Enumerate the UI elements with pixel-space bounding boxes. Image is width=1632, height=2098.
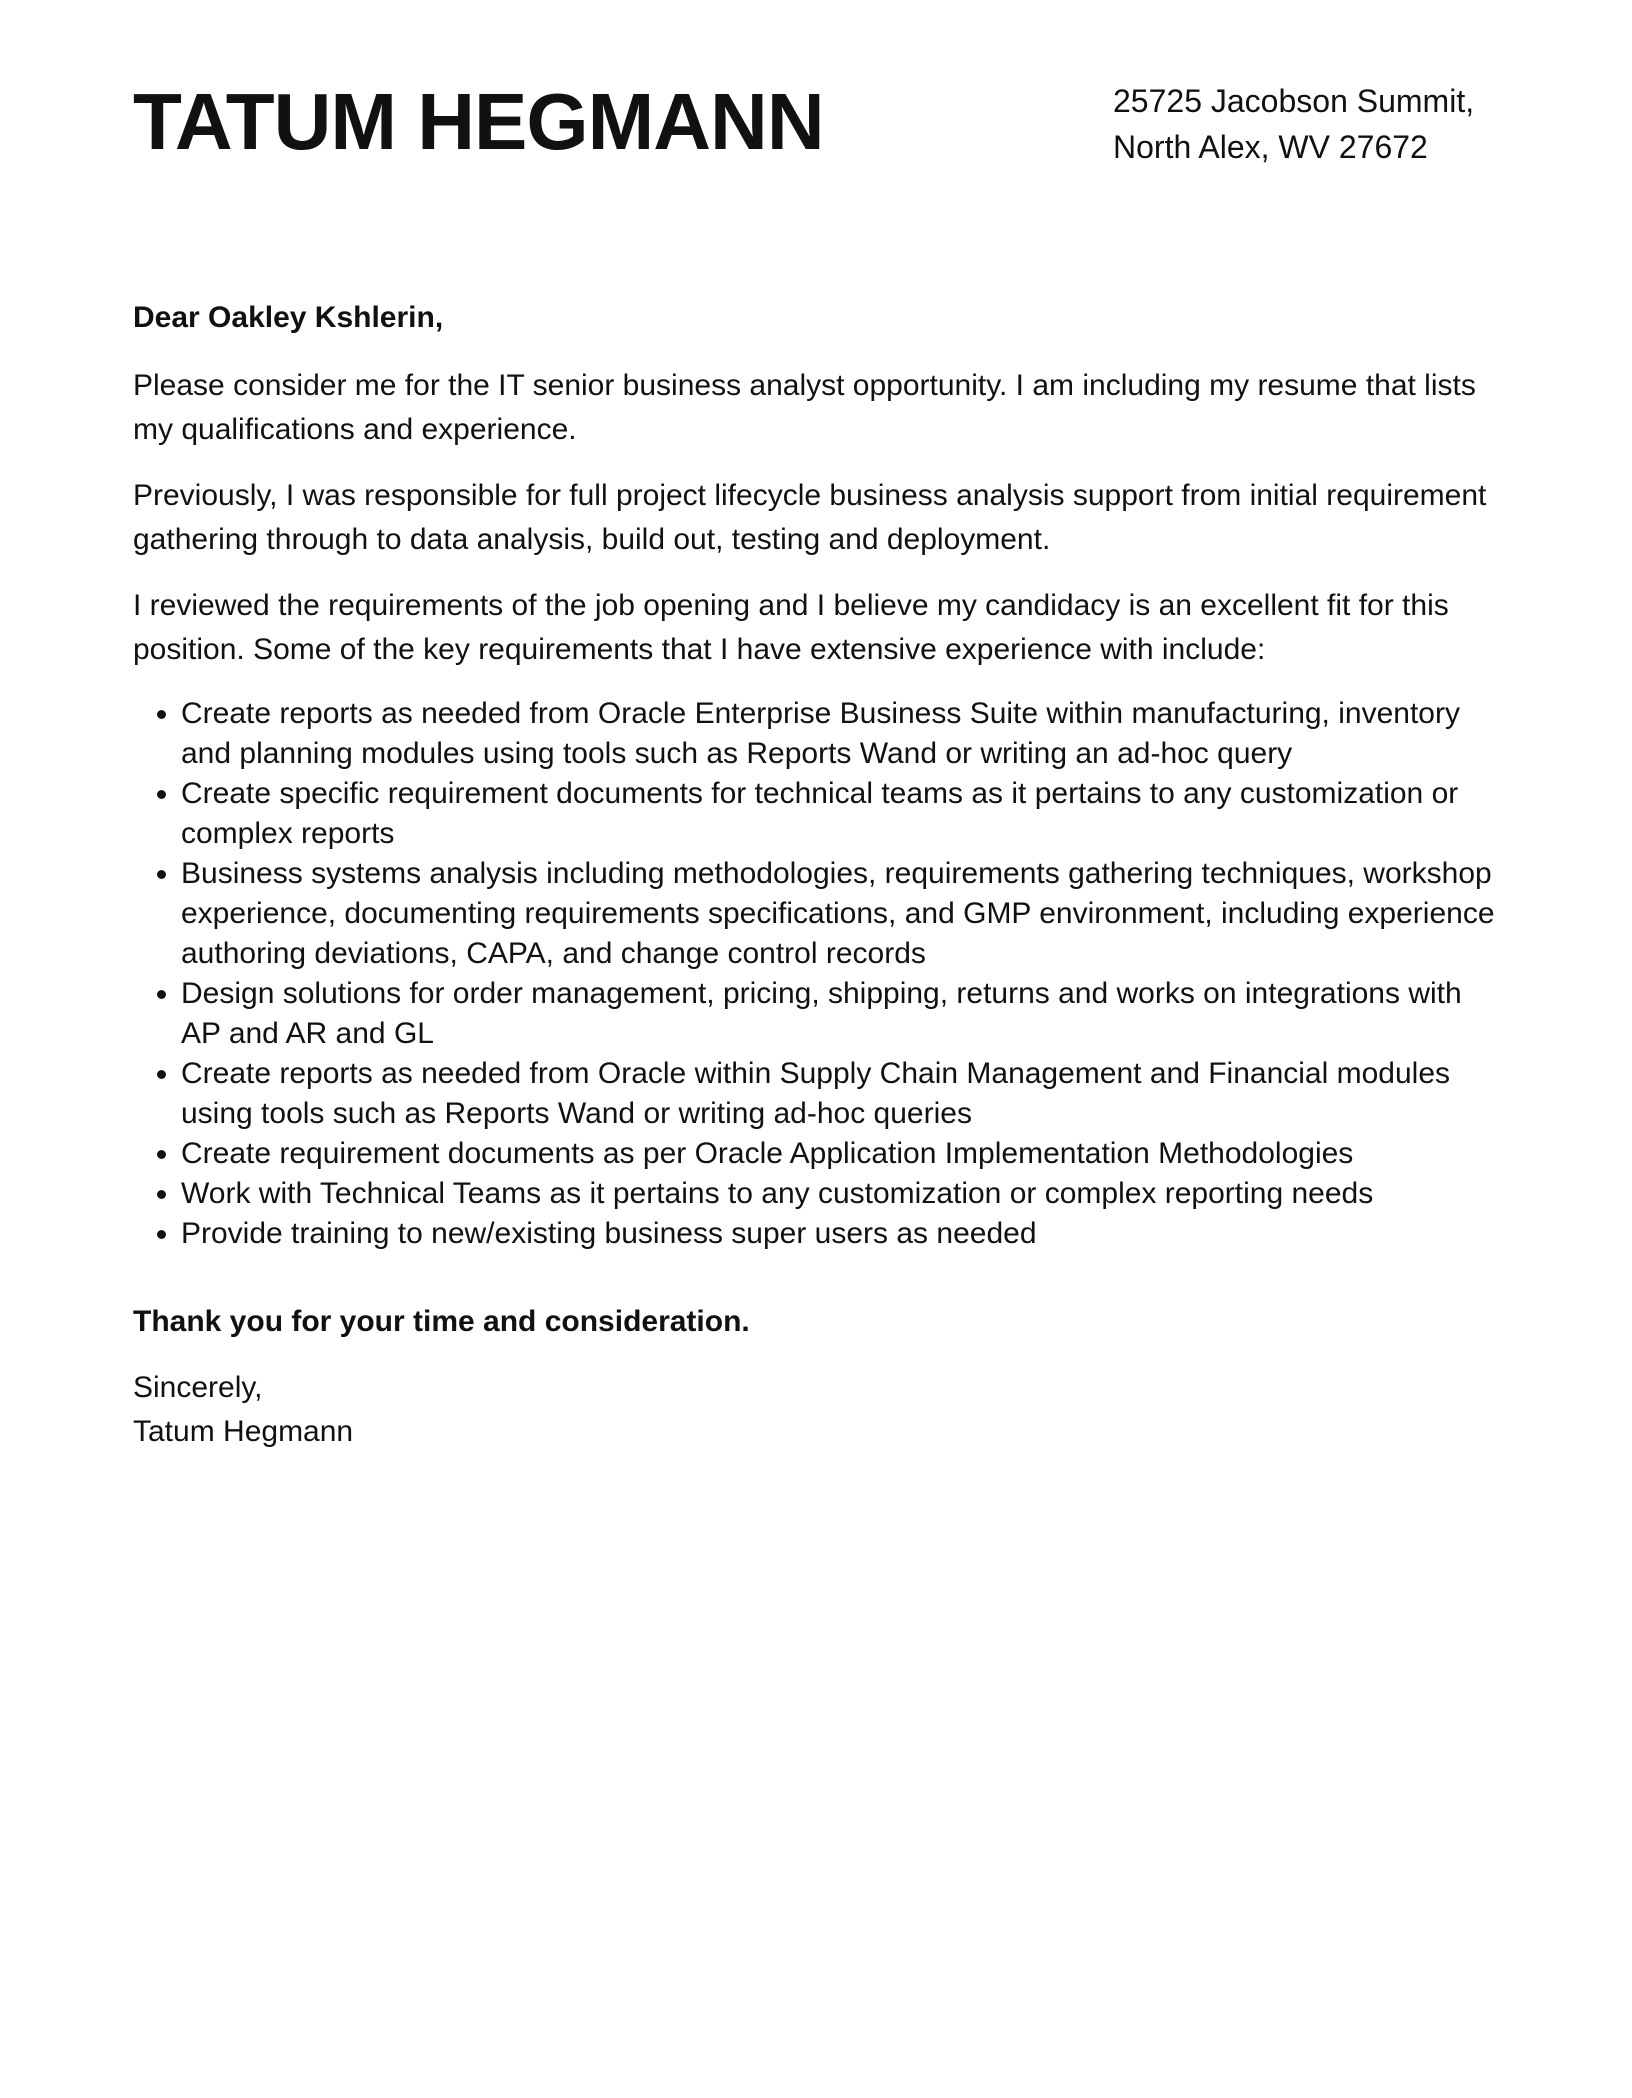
- signature-name: Tatum Hegmann: [133, 1415, 354, 1448]
- requirement-item: • Design solutions for order management, pricing, shipping, returns and works on integrations with AP and AR and GL: [181, 974, 1503, 1054]
- salutation: Dear Oakley Kshlerin,: [133, 301, 444, 334]
- address-line-1: 25725 Jacobson Summit,: [1113, 83, 1475, 119]
- paragraph-requirements-intro: I reviewed the requirements of the job opening and I believe my candidacy is an excellent fit for this position. Some of the key requirements that I have extensive experience with include:: [133, 589, 1449, 666]
- sender-name: TATUM HEGMANN: [133, 77, 824, 166]
- letter-header: [133, 70, 1499, 180]
- requirement-item: • Create specific requirement documents for technical teams as it pertains to any customization or complex reports: [181, 774, 1503, 854]
- address-line-2: North Alex, WV 27672: [1113, 129, 1428, 165]
- requirement-item: • Work with Technical Teams as it pertains to any customization or complex reporting needs: [181, 1174, 1503, 1214]
- signoff-block: [133, 1366, 1503, 1454]
- requirement-item: • Create reports as needed from Oracle within Supply Chain Management and Financial modules using tools such as Reports Wand or writing ad-hoc queries: [181, 1054, 1503, 1134]
- requirement-item: • Business systems analysis including methodologies, requirements gathering techniques, workshop experience, documenting requirements specifications, and GMP environment, including experience authoring deviations, CAPA, and change control records: [181, 854, 1503, 974]
- requirement-item: • Provide training to new/existing business super users as needed: [181, 1214, 1503, 1254]
- letter-body: [133, 296, 1503, 1454]
- paragraph-intro: Please consider me for the IT senior business analyst opportunity. I am including my resume that lists my qualifications and experience.: [133, 369, 1476, 446]
- signoff: Sincerely,: [133, 1371, 263, 1404]
- paragraph-experience: Previously, I was responsible for full project lifecycle business analysis support from initial requirement gathering through to data analysis, build out, testing and deployment.: [133, 479, 1487, 556]
- requirements-list: [133, 694, 1503, 1254]
- closing-line: Thank you for your time and consideration.: [133, 1305, 750, 1338]
- sender-address: [1113, 78, 1513, 170]
- requirement-item: • Create reports as needed from Oracle Enterprise Business Suite within manufacturing, inventory and planning modules using tools such as Reports Wand or writing an ad-hoc query: [181, 694, 1503, 774]
- requirement-item: • Create requirement documents as per Oracle Application Implementation Methodologies: [181, 1134, 1503, 1174]
